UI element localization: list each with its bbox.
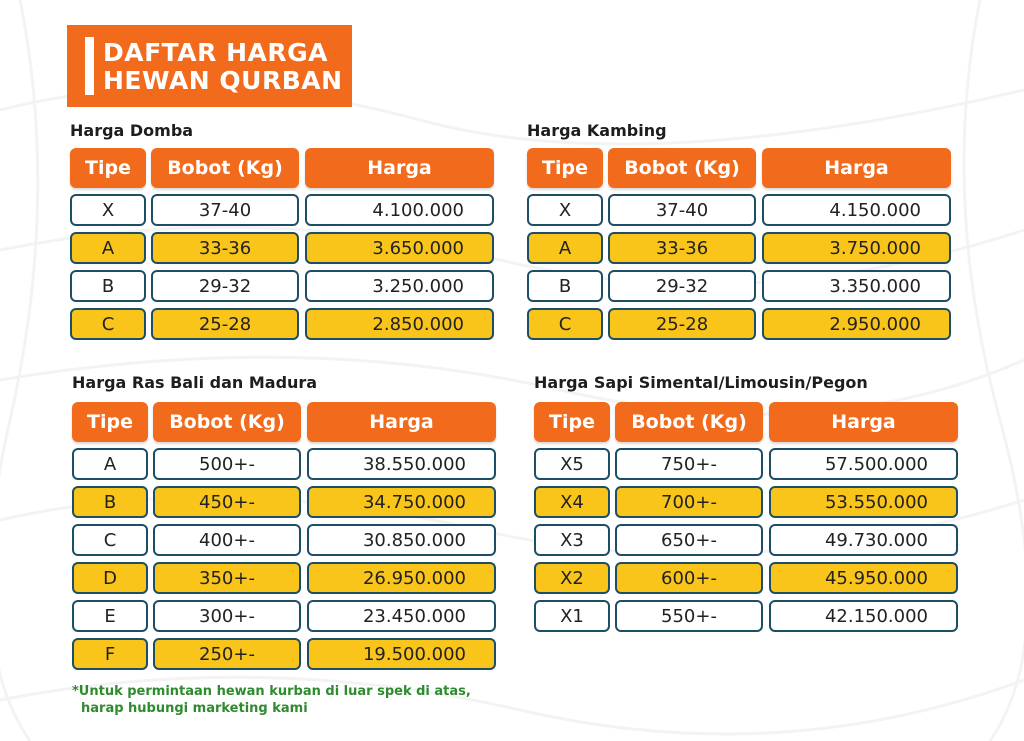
table-ras-bali-madura	[72, 373, 496, 670]
footnote	[72, 683, 471, 717]
table-header-row	[527, 148, 951, 188]
cell-bobot: 33-36	[151, 232, 299, 264]
cell-tipe: X2	[534, 562, 610, 594]
cell-harga: 53.550.000	[769, 486, 958, 518]
cell-tipe: B	[70, 270, 146, 302]
header-harga: Harga	[769, 402, 958, 442]
table-row	[527, 194, 951, 226]
cell-bobot: 600+-	[615, 562, 763, 594]
cell-bobot: 400+-	[153, 524, 301, 556]
table-row	[527, 232, 951, 264]
section-title-kambing: Harga Kambing	[527, 121, 667, 140]
cell-tipe: X1	[534, 600, 610, 632]
table-header-row	[72, 402, 496, 442]
table-row	[70, 232, 494, 264]
cell-harga: 30.850.000	[307, 524, 496, 556]
table-row	[70, 270, 494, 302]
cell-bobot: 450+-	[153, 486, 301, 518]
cell-tipe: D	[72, 562, 148, 594]
cell-bobot: 500+-	[153, 448, 301, 480]
cell-tipe: B	[72, 486, 148, 518]
cell-tipe: E	[72, 600, 148, 632]
cell-bobot: 250+-	[153, 638, 301, 670]
table-row	[72, 562, 496, 594]
cell-tipe: A	[72, 448, 148, 480]
cell-bobot: 37-40	[151, 194, 299, 226]
cell-harga: 57.500.000	[769, 448, 958, 480]
section-title-domba: Harga Domba	[70, 121, 194, 140]
header-bobot: Bobot (Kg)	[153, 402, 301, 442]
table-row	[534, 562, 958, 594]
header-tipe: Tipe	[527, 148, 603, 188]
header-harga: Harga	[305, 148, 494, 188]
table-row	[72, 448, 496, 480]
cell-bobot: 650+-	[615, 524, 763, 556]
cell-harga: 49.730.000	[769, 524, 958, 556]
cell-harga: 3.250.000	[305, 270, 494, 302]
cell-bobot: 29-32	[151, 270, 299, 302]
page-title-line-2: HEWAN QURBAN	[103, 66, 343, 95]
table-row	[72, 600, 496, 632]
table-row	[70, 308, 494, 340]
cell-tipe: C	[70, 308, 146, 340]
table-sapi-simental	[534, 373, 958, 632]
header-harga: Harga	[762, 148, 951, 188]
cell-bobot: 37-40	[608, 194, 756, 226]
table-row	[527, 270, 951, 302]
header-tipe: Tipe	[72, 402, 148, 442]
table-kambing	[527, 121, 951, 340]
footnote-line-1: *Untuk permintaan hewan kurban di luar spek di atas,	[72, 684, 471, 699]
cell-bobot: 29-32	[608, 270, 756, 302]
cell-tipe: A	[70, 232, 146, 264]
table-row	[527, 308, 951, 340]
cell-bobot: 300+-	[153, 600, 301, 632]
table-header-row	[534, 402, 958, 442]
cell-harga: 45.950.000	[769, 562, 958, 594]
table-row	[72, 486, 496, 518]
table-row	[72, 524, 496, 556]
cell-tipe: X	[70, 194, 146, 226]
cell-harga: 42.150.000	[769, 600, 958, 632]
header-harga: Harga	[307, 402, 496, 442]
cell-bobot: 550+-	[615, 600, 763, 632]
table-row	[534, 486, 958, 518]
header-bobot: Bobot (Kg)	[615, 402, 763, 442]
footnote-line-2: harap hubungi marketing kami	[81, 701, 308, 716]
page-title-banner	[67, 25, 352, 107]
cell-harga: 3.650.000	[305, 232, 494, 264]
section-title-ras-bali-madura: Harga Ras Bali dan Madura	[72, 373, 318, 392]
cell-harga: 2.850.000	[305, 308, 494, 340]
cell-tipe: X	[527, 194, 603, 226]
cell-harga: 26.950.000	[307, 562, 496, 594]
page-title-line-1: DAFTAR HARGA	[103, 38, 328, 67]
header-bobot: Bobot (Kg)	[151, 148, 299, 188]
cell-tipe: C	[72, 524, 148, 556]
cell-tipe: C	[527, 308, 603, 340]
cell-harga: 19.500.000	[307, 638, 496, 670]
table-row	[72, 638, 496, 670]
cell-tipe: F	[72, 638, 148, 670]
cell-harga: 23.450.000	[307, 600, 496, 632]
cell-bobot: 25-28	[608, 308, 756, 340]
section-title-sapi-simental: Harga Sapi Simental/Limousin/Pegon	[534, 373, 868, 392]
cell-tipe: X4	[534, 486, 610, 518]
cell-harga: 2.950.000	[762, 308, 951, 340]
cell-tipe: B	[527, 270, 603, 302]
cell-harga: 4.150.000	[762, 194, 951, 226]
cell-bobot: 25-28	[151, 308, 299, 340]
header-tipe: Tipe	[70, 148, 146, 188]
cell-bobot: 350+-	[153, 562, 301, 594]
header-bobot: Bobot (Kg)	[608, 148, 756, 188]
cell-harga: 4.100.000	[305, 194, 494, 226]
table-row	[534, 600, 958, 632]
cell-harga: 3.750.000	[762, 232, 951, 264]
cell-bobot: 750+-	[615, 448, 763, 480]
table-header-row	[70, 148, 494, 188]
table-row	[534, 524, 958, 556]
header-tipe: Tipe	[534, 402, 610, 442]
cell-harga: 3.350.000	[762, 270, 951, 302]
cell-harga: 38.550.000	[307, 448, 496, 480]
title-accent-bar	[85, 37, 94, 95]
cell-tipe: X3	[534, 524, 610, 556]
table-row	[534, 448, 958, 480]
cell-bobot: 700+-	[615, 486, 763, 518]
cell-tipe: X5	[534, 448, 610, 480]
cell-bobot: 33-36	[608, 232, 756, 264]
table-domba	[70, 121, 494, 340]
cell-harga: 34.750.000	[307, 486, 496, 518]
table-row	[70, 194, 494, 226]
cell-tipe: A	[527, 232, 603, 264]
